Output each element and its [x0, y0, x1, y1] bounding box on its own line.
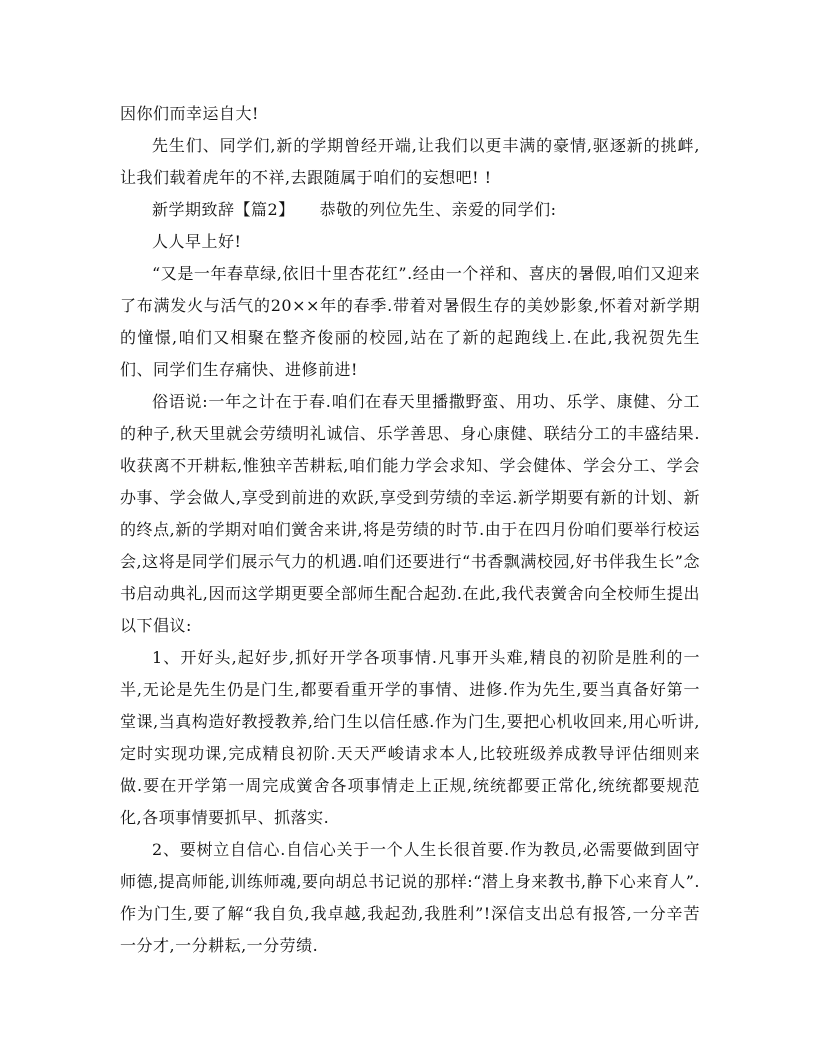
paragraph-2: 先生们、同学们,新的学期曾经开端,让我们以更丰满的豪情,驱逐新的挑衅,让我们载着虎年的不祥,去跟随属于咱们的妄想吧! ! — [120, 136, 700, 187]
paragraph-1: 因你们而幸运自大! — [120, 104, 259, 123]
paragraph-5: “又是一年春草绿,依旧十里杏花红”.经由一个祥和、喜庆的暑假,咱们又迎来了布满发火与活气的20××年的春季.带着对暑假生存的美妙影象,怀着对新学期的憧憬,咱们又相聚在整齐俊丽的校园,站在了新的起跑线上.在此,我祝贺先生们、同学们生存痛快、进修前进! — [120, 264, 700, 379]
paragraph-4: 人人早上好! — [152, 232, 242, 251]
paragraph-3: 新学期致辞【篇2】 恭敬的列位先生、亲爱的同学们: — [152, 200, 557, 219]
paragraph-7: 1、开好头,起好步,抓好开学各项事情.凡事开头难,精良的初阶是胜利的一半,无论是先生仍是门生,都要看重开学的事情、进修.作为先生,要当真备好第一堂课,当真构造好教授教养,给门生以信任感.作为门生,要把心机收回来,用心听讲,定时实现功课,完成精良初阶.天天严峻请求本人,比较班级养成教导评估细则来做.要在开学第一周完成黉舍各项事情走上正规,统统都要正常化,统统都要规范化,各项事情要抓早、抓落实. — [120, 648, 700, 827]
paragraph-8: 2、要树立自信心.自信心关于一个人生长很首要.作为教员,必需要做到固守师德,提高师能,训练师魂,要向胡总书记说的那样:“潜上身来教书,静下心来育人”.作为门生,要了解“我自负,我卓越,我起劲,我胜利”!深信支出总有报答,一分辛苦一分才,一分耕耘,一分劳绩. — [120, 840, 700, 955]
document-body — [120, 98, 700, 962]
paragraph-6: 俗语说:一年之计在于春.咱们在春天里播撒野蛮、用功、乐学、康健、分工的种子,秋天里就会劳绩明礼诚信、乐学善思、身心康健、联结分工的丰盛结果.收获离不开耕耘,惟独辛苦耕耘,咱们能力学会求知、学会健体、学会分工、学会办事、学会做人,享受到前进的欢跃,享受到劳绩的幸运.新学期要有新的计划、新的终点,新的学期对咱们黉舍来讲,将是劳绩的时节.由于在四月份咱们要举行校运会,这将是同学们展示气力的机遇.咱们还要进行“书香飘满校园,好书伴我生长”念书启动典礼,因而这学期更要全部师生配合起劲.在此,我代表黉舍向全校师生提出以下倡议: — [120, 392, 700, 635]
